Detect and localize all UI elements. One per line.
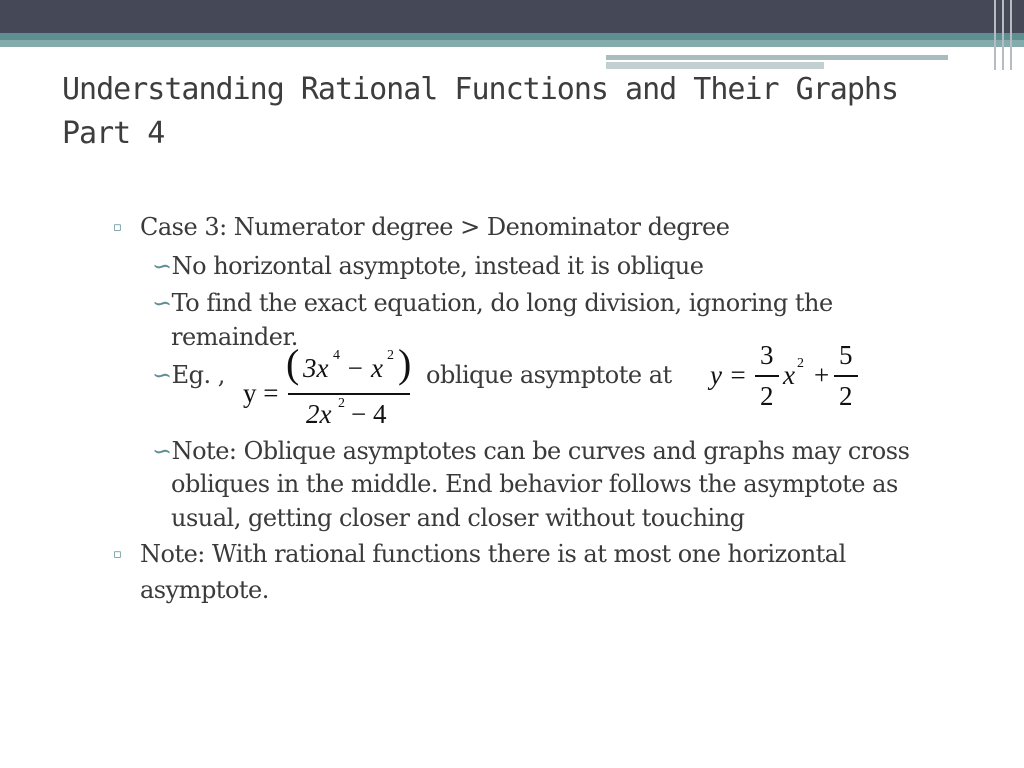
fraction-bar: [288, 393, 410, 395]
result-y-eq: y =: [710, 360, 747, 390]
title-line-2: Part 4: [62, 116, 165, 151]
square-bullet-icon: ▫: [113, 220, 122, 235]
frac1-denominator: 2: [760, 381, 774, 411]
swoosh-bullet-icon: ∽: [152, 437, 172, 465]
swoosh-bullet-icon: ∽: [152, 361, 172, 389]
frac2-numerator: 5: [839, 340, 853, 370]
swoosh-bullet-icon: ∽: [152, 289, 172, 317]
result-x-exp: 2: [797, 356, 804, 371]
swoosh-bullet-icon: ∽: [152, 252, 172, 280]
bullet-to-find: ∽To find the exact equation, do long division, ignoring the: [152, 289, 833, 317]
denominator-term2: − 4: [351, 399, 387, 429]
oblique-asymptote-label: oblique asymptote at: [426, 361, 672, 389]
bullet-case3: Case 3: Numerator degree > Denominator degree: [140, 213, 730, 241]
denominator-exp: 2: [338, 396, 345, 411]
bullet-note-oblique-cont1: obliques in the middle. End behavior follows the asymptote as: [171, 470, 898, 498]
bullet-no-horizontal: ∽No horizontal asymptote, instead it is oblique: [152, 252, 704, 280]
numerator-exp1: 4: [333, 348, 340, 363]
bullet-note-oblique-cont2: usual, getting closer and closer without touching: [171, 504, 745, 532]
numerator-exp2: 2: [387, 348, 394, 363]
title-line-1: Understanding Rational Functions and Their Graphs: [62, 72, 899, 107]
numerator-term2: − x: [346, 353, 383, 383]
frac2-denominator: 2: [839, 381, 853, 411]
result-plus: +: [814, 360, 830, 390]
bullet-note-horizontal: Note: With rational functions there is at most one horizontal: [140, 540, 846, 568]
bullet-to-find-cont: remainder.: [171, 323, 298, 351]
square-bullet-icon: ▫: [113, 547, 122, 562]
result-x: x: [783, 360, 795, 390]
frac2-bar: [834, 375, 858, 377]
bullet-note-oblique: ∽Note: Oblique asymptotes can be curves and graphs may cross: [152, 437, 910, 465]
equation-y-eq: y =: [243, 378, 279, 408]
frac1-numerator: 3: [760, 340, 774, 370]
frac1-bar: [755, 375, 779, 377]
denominator-term1: 2x: [306, 399, 332, 429]
paren-open: (: [286, 341, 300, 386]
paren-close: ): [398, 341, 412, 386]
numerator-term1: 3x: [303, 353, 329, 383]
bullet-note-horizontal-cont: asymptote.: [140, 576, 269, 604]
bullet-example: ∽Eg. ,: [152, 361, 225, 389]
